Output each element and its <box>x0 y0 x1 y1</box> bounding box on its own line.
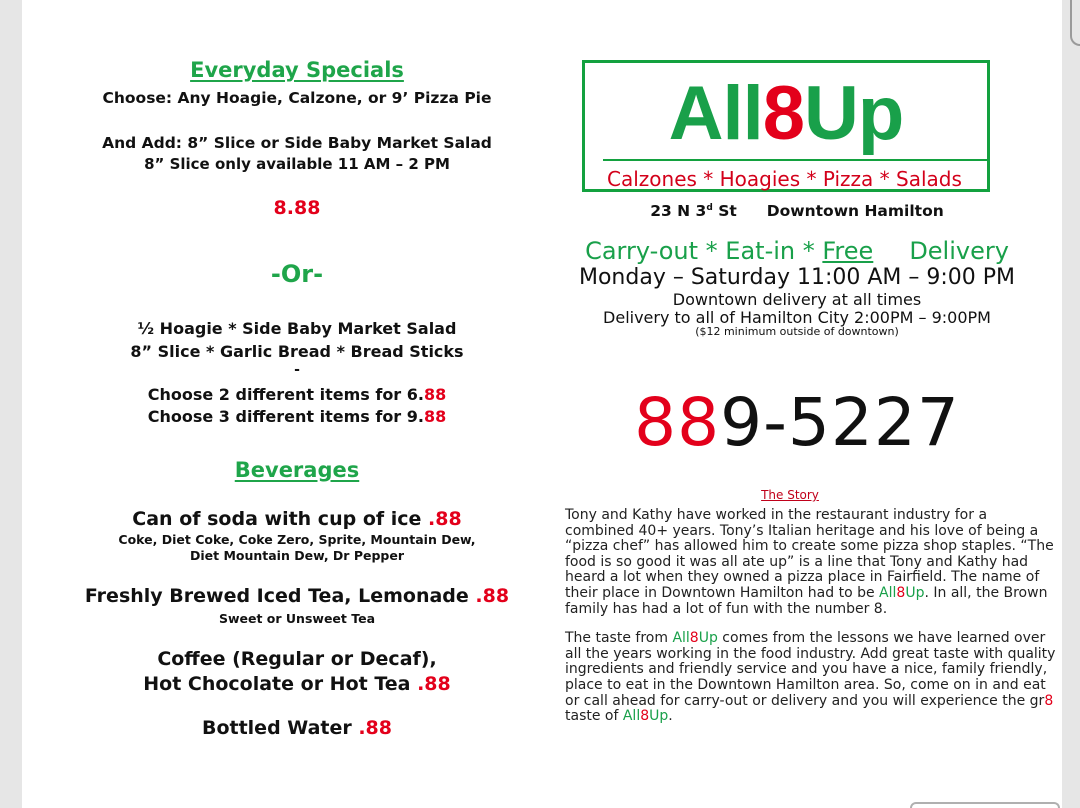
coffee-text: Hot Chocolate or Hot Tea <box>143 673 418 695</box>
story-p2-end: . <box>668 708 673 725</box>
story-body <box>565 508 1060 739</box>
choose-three-text: Choose 3 different items for 9. <box>147 407 424 426</box>
logo-box <box>582 60 990 192</box>
choose-three-price: 88 <box>423 407 447 426</box>
logo-tagline: Calzones * Hoagies * Pizza * Salads <box>607 167 962 191</box>
brand-up-3: Up <box>649 708 669 725</box>
brand-up-2: Up <box>698 630 718 647</box>
story-p1-end: . In all, the Brown family has had a lot of fun with the number 8. <box>565 584 1048 617</box>
great-eight: 8 <box>1044 692 1054 709</box>
delivery-line-2: Delivery to all of Hamilton City 2:00PM – 9:00PM <box>603 308 991 327</box>
combo-line-2: 8” Slice * Garlic Bread * Bread Sticks <box>130 342 464 361</box>
coffee-line-2 <box>22 673 572 695</box>
story-p2-mid: comes from the lessons we have learned over all the years working in the food industry. Add great taste with quality ingredients and friendly service and you have a nice, family friendly, place to eat in the Downtown Hamilton area. So, come on in and eat or call ahead for carry-out or delivery and you will experience the gr <box>565 630 1056 709</box>
water-price: .88 <box>358 717 393 739</box>
address-area: Downtown Hamilton <box>766 202 944 220</box>
beverages-heading: Beverages <box>234 458 360 482</box>
specials-price: 8.88 <box>273 197 321 219</box>
logo-all: All <box>668 71 763 156</box>
story-p2-start: The taste from <box>565 630 673 647</box>
tea-line <box>22 585 572 607</box>
address-sup: d <box>706 202 713 213</box>
brand-up: Up <box>905 584 925 601</box>
choose-three-line <box>22 407 572 426</box>
coffee-price: .88 <box>417 673 451 695</box>
delivery-line-1: Downtown delivery at all times <box>672 290 922 309</box>
logo-eight: 8 <box>762 71 805 156</box>
logo-divider <box>603 159 987 161</box>
phone-red-part: 88 <box>634 384 721 461</box>
scroll-indicator-top[interactable] <box>1070 0 1080 46</box>
water-line <box>22 717 572 739</box>
story-p2-taste: taste of <box>565 708 623 725</box>
brand-all: All <box>879 584 897 601</box>
tea-note: Sweet or Unsweet Tea <box>218 611 376 626</box>
soda-text: Can of soda with cup of ice <box>132 508 429 530</box>
hours-line: Monday – Saturday 11:00 AM – 9:00 PM <box>578 265 1016 290</box>
story-p1-text: Tony and Kathy have worked in the restaurant industry for a combined 40+ years. Tony’s Italian heritage and his love of being a “pizza chef” has allowed him to create some pizza shop staples. “The food is so good it was all ate up” is a line that Tony and Kathy had heard a lot when they owned a pizza place in Fairfield. The name of their place in Downtown Hamilton had to be <box>565 507 1054 601</box>
soda-list-2: Diet Mountain Dew, Dr Pepper <box>189 548 404 563</box>
specials-and-add: And Add: 8” Slice or Side Baby Market Salad <box>102 134 492 152</box>
tea-text: Freshly Brewed Iced Tea, Lemonade <box>84 585 476 607</box>
combo-dash: - <box>294 362 300 378</box>
service-carryout: Carry-out * Eat-in * <box>585 237 823 265</box>
address-street-end: St <box>712 202 737 220</box>
tea-price: .88 <box>475 585 510 607</box>
brand-eight-2: 8 <box>689 630 699 647</box>
everyday-specials-heading: Everyday Specials <box>190 58 404 82</box>
specials-choose: Choose: Any Hoagie, Calzone, or 9’ Pizza Pie <box>102 89 492 107</box>
choose-two-line <box>22 385 572 404</box>
story-paragraph-2 <box>565 631 1060 725</box>
soda-list-1: Coke, Diet Coke, Coke Zero, Sprite, Mountain Dew, <box>118 532 476 547</box>
story-title: The Story <box>761 488 819 502</box>
brand-all-2: All <box>672 630 690 647</box>
combo-line-1: ½ Hoagie * Side Baby Market Salad <box>137 319 457 338</box>
scroll-indicator-bottom[interactable] <box>910 802 1060 808</box>
story-paragraph-1 <box>565 508 1060 617</box>
service-line <box>567 237 1027 265</box>
service-delivery: Delivery <box>909 237 1009 265</box>
menu-page <box>22 0 1062 808</box>
phone-black-part: 9-5227 <box>720 384 960 461</box>
logo-up: Up <box>804 71 904 156</box>
service-free: Free <box>822 237 874 265</box>
or-divider: -Or- <box>270 260 324 288</box>
water-text: Bottled Water <box>201 717 359 739</box>
soda-line <box>22 508 572 530</box>
left-column <box>22 0 572 808</box>
specials-slice-note: 8” Slice only available 11 AM – 2 PM <box>144 155 450 173</box>
brand-all-3: All <box>622 708 641 725</box>
choose-two-price: 88 <box>423 385 447 404</box>
address-line <box>567 202 1027 220</box>
choose-two-text: Choose 2 different items for 6. <box>147 385 424 404</box>
phone-number[interactable] <box>567 384 1027 461</box>
logo-wordmark <box>585 69 987 159</box>
brand-eight: 8 <box>896 584 906 601</box>
soda-price: .88 <box>428 508 462 530</box>
coffee-line-1: Coffee (Regular or Decaf), <box>157 648 437 670</box>
address-street: 23 N 3 <box>650 202 707 220</box>
delivery-minimum: ($12 minimum outside of downtown) <box>695 325 899 338</box>
brand-eight-3: 8 <box>640 708 650 725</box>
